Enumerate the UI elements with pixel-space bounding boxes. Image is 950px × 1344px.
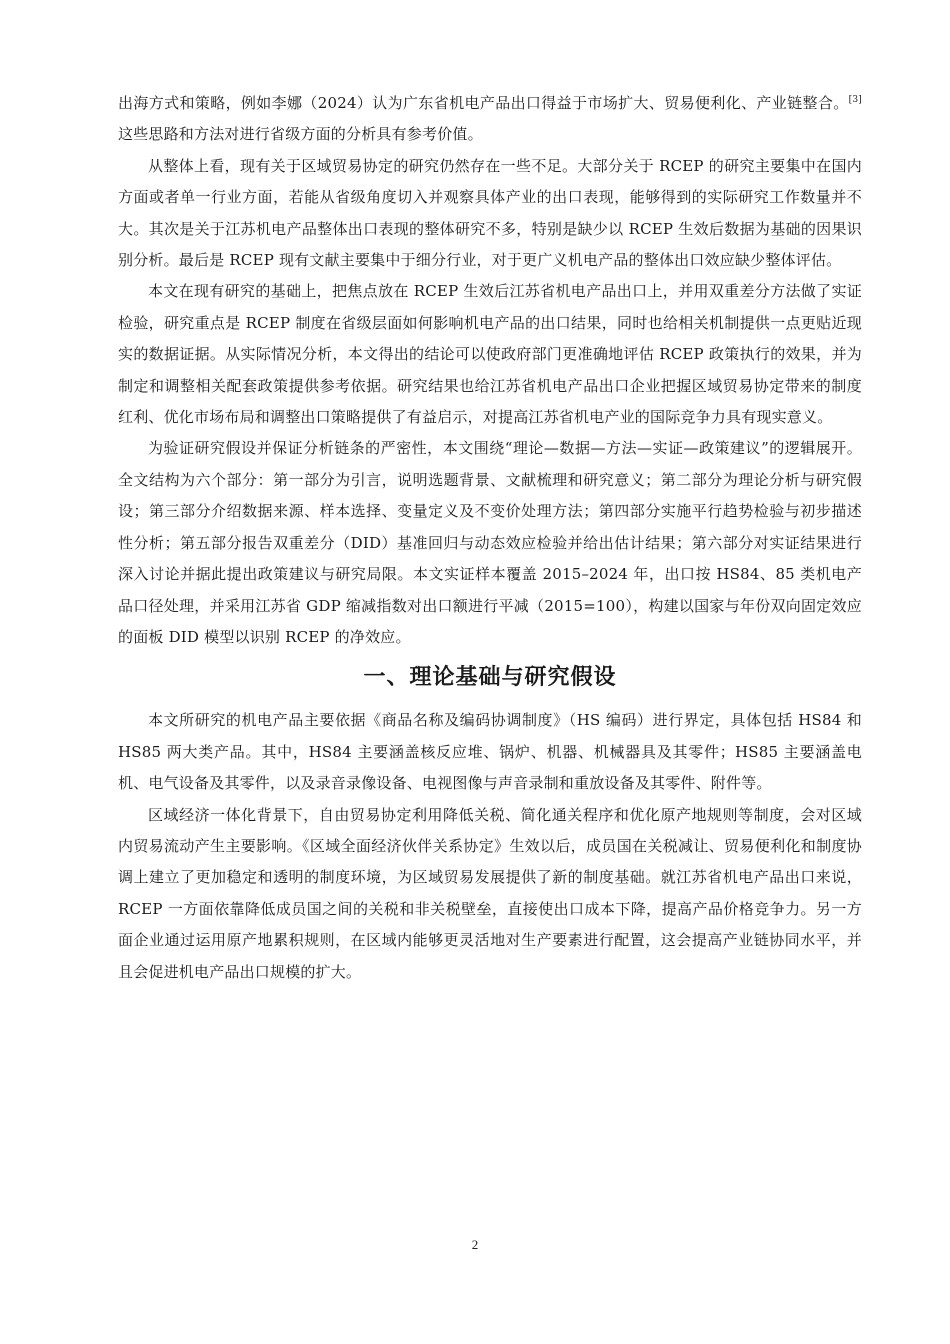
document-body bbox=[118, 88, 862, 988]
paragraph-product-definition: 本文所研究的机电产品主要依据《商品名称及编码协调制度》（HS 编码）进行界定，具体包括 HS84 和 HS85 两大类产品。其中，HS84 主要涵盖核反应堆、锅炉、机器、机械器具及其零件；HS85 主要涵盖电机、电气设备及其零件，以及录音录像设备、电视图像与声音录制和重放设备及其零件、附件等。 bbox=[118, 711, 862, 793]
paragraph-research-gaps: 从整体上看，现有关于区域贸易协定的研究仍然存在一些不足。大部分关于 RCEP 的研究主要集中在国内方面或者单一行业方面，若能从省级角度切入并观察具体产业的出口表现，能够得到的实际研究工作数量并不大。其次是关于江苏机电产品整体出口表现的整体研究不多，特别是缺少以 RCEP 生效后数据为基础的因果识别分析。最后是 RCEP 现有文献主要集中于细分行业，对于更广义机电产品的整体出口效应缺少整体评估。 bbox=[118, 156, 862, 270]
paragraph-text: 出海方式和策略，例如李娜（2024）认为广东省机电产品出口得益于市场扩大、贸易便利化、产业链整合。 bbox=[118, 94, 849, 112]
paragraph-paper-structure: 为验证研究假设并保证分析链条的严密性，本文围绕“理论—数据—方法—实证—政策建议”的逻辑展开。全文结构为六个部分：第一部分为引言，说明选题背景、文献梳理和研究意义；第二部分为理论分析与研究假设；第三部分介绍数据来源、样本选择、变量定义及不变价处理方法；第四部分实施平行趋势检验与初步描述性分析；第五部分报告双重差分（DID）基准回归与动态效应检验并给出估计结果；第六部分对实证结果进行深入讨论并据此提出政策建议与研究局限。本文实证样本覆盖 2015–2024 年，出口按 HS84、85 类机电产品口径处理，并采用江苏省 GDP 缩减指数对出口额进行平减（2015=100），构建以国家与年份双向固定效应的面板 DID 模型以识别 RCEP 的净效应。 bbox=[118, 439, 862, 646]
page-number: 2 bbox=[471, 1237, 479, 1252]
paragraph-research-focus: 本文在现有研究的基础上，把焦点放在 RCEP 生效后江苏省机电产品出口上，并用双重差分方法做了实证检验，研究重点是 RCEP 制度在省级层面如何影响机电产品的出口结果，同时也给相关机制提供一点更贴近现实的数据证据。从实际情况分析，本文得出的结论可以使政府部门更准确地评估 RCEP 政策执行的效果，并为制定和调整相关配套政策提供参考依据。研究结果也给江苏省机电产品出口企业把握区域贸易协定带来的制度红利、优化市场布局和调整出口策略提供了有益启示，对提高江苏省机电产业的国际竞争力具有现实意义。 bbox=[118, 282, 862, 427]
paragraph-continued bbox=[118, 88, 862, 151]
paragraph-text: 这些思路和方法对进行省级方面的分析具有参考价值。 bbox=[118, 125, 483, 144]
section-heading: 一、理论基础与研究假设 bbox=[363, 665, 617, 691]
citation-reference[interactable]: [3] bbox=[848, 95, 862, 105]
paragraph-regional-integration: 区域经济一体化背景下，自由贸易协定利用降低关税、简化通关程序和优化原产地规则等制度，会对区域内贸易流动产生主要影响。《区域全面经济伙伴关系协定》生效以后，成员国在关税减让、贸易便利化和制度协调上建立了更加稳定和透明的制度环境，为区域贸易发展提供了新的制度基础。就江苏省机电产品出口来说，RCEP 一方面依靠降低成员国之间的关税和非关税壁垒，直接使出口成本下降，提高产品价格竞争力。另一方面企业通过运用原产地累积规则，在区域内能够更灵活地对生产要素进行配置，这会提高产业链协同水平，并且会促进机电产品出口规模的扩大。 bbox=[118, 805, 862, 981]
